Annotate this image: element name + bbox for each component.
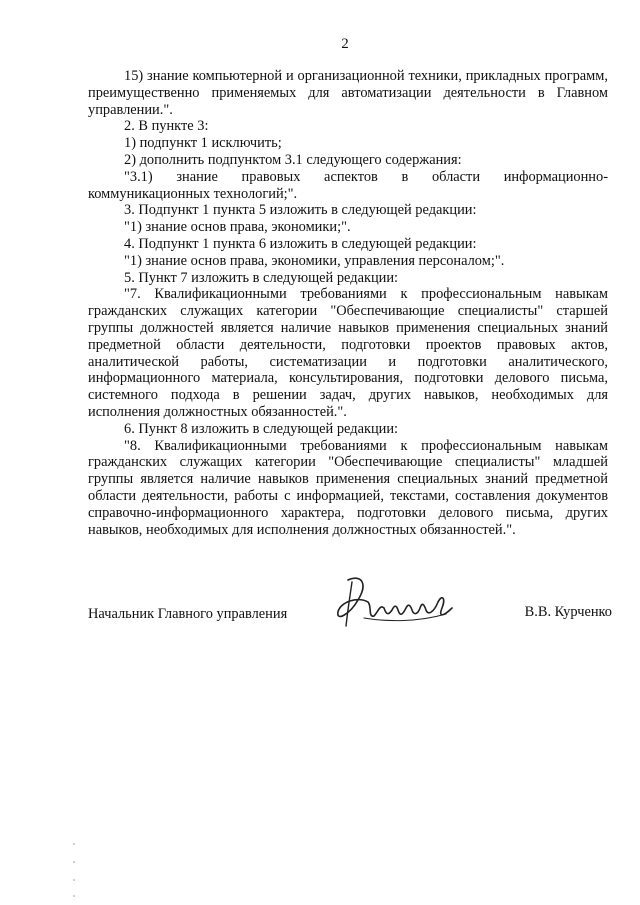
- paragraph-item-15: 15) знание компьютерной и организационной техники, прикладных программ, преимущественно применяемых для автоматизации деятельности в Главном управлении.".: [88, 68, 608, 118]
- paragraph-point-5-text: "7. Квалификационными требованиями к профессиональным навыкам гражданских служащих категории "Обеспечивающие специалисты" старшей группы должностей является наличие навыков применения специальных знаний предметной области деятельности, подготовки проектов правовых актов, аналитической работы, систематизации и подготовки аналитического, информационного материала, консультирования, подготовки делового письма, системного подхода в решении задач, других навыков, необходимых для исполнения должностных обязанностей.".: [88, 286, 608, 420]
- signature-block: [88, 572, 612, 652]
- paragraph-point-3: 3. Подпункт 1 пункта 5 изложить в следующей редакции:: [124, 202, 477, 219]
- paragraph-point-5: 5. Пункт 7 изложить в следующей редакции:: [124, 269, 399, 286]
- paragraph-subpoint-2-add: 2) дополнить подпунктом 3.1 следующего содержания:: [124, 151, 462, 168]
- handwritten-signature: [328, 572, 458, 634]
- paragraph-point-3-text: "1) знание основ права, экономики;".: [124, 219, 351, 236]
- signatory-name: В.В. Курченко: [524, 604, 612, 620]
- paragraph-point-6-text: "8. Квалификационными требованиями к профессиональным навыкам гражданских служащих категории "Обеспечивающие специалисты" младшей группы является наличие навыков применения специальных знаний предметной области деятельности, работы с информацией, текстами, составления документов справочно-информационного характера, подготовки делового письма, других навыков, необходимых для исполнения должностных обязанностей.".: [88, 437, 608, 538]
- paragraph-point-4: 4. Подпункт 1 пункта 6 изложить в следующей редакции:: [124, 235, 477, 252]
- paragraph-point-6: 6. Пункт 8 изложить в следующей редакции:: [124, 420, 399, 437]
- document-body: [88, 68, 608, 538]
- paragraph-subpoint-3-1: "3.1) знание правовых аспектов в области информационно-коммуникационных технологий;".: [88, 168, 608, 202]
- scan-margin-marks: [72, 840, 76, 900]
- paragraph-point-2: 2. В пункте 3:: [124, 118, 209, 135]
- signatory-title: Начальник Главного управления: [88, 606, 288, 622]
- paragraph-subpoint-1-exclude: 1) подпункт 1 исключить;: [124, 135, 282, 152]
- paragraph-point-4-text: "1) знание основ права, экономики, управления персоналом;".: [124, 252, 505, 269]
- page-number: 2: [341, 36, 349, 52]
